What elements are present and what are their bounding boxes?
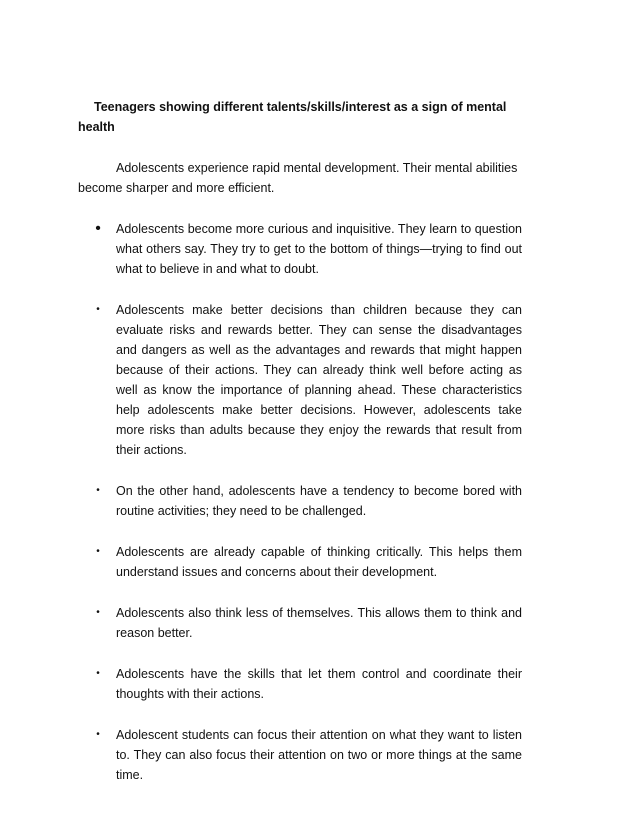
document-title: Teenagers showing different talents/skills/interest as a sign of mental health bbox=[78, 100, 507, 134]
bullet-item bbox=[78, 219, 522, 279]
bullet-text: On the other hand, adolescents have a tendency to become bored with routine activities; they need to be challenged. bbox=[116, 484, 522, 518]
bullet-item bbox=[78, 725, 522, 785]
intro-paragraph: Adolescents experience rapid mental development. Their mental abilities become sharper and more efficient. bbox=[78, 161, 518, 195]
bullet-text: Adolescents are already capable of thinking critically. This helps them understand issues and concerns about their development. bbox=[116, 545, 522, 579]
bullet-item bbox=[78, 300, 522, 460]
bullet-marker-icon: • bbox=[96, 607, 100, 618]
bullet-list bbox=[78, 219, 522, 806]
bullet-text: Adolescents make better decisions than children because they can evaluate risks and rewards better. They can sense the disadvantages and dangers as well as the advantages and rewards that might happen because of their actions. They can already think well before acting as well as know the importance of planning ahead. These characteristics help adolescents make better decisions. However, adolescents take more risks than adults because they enjoy the rewards that result from their actions. bbox=[116, 303, 522, 457]
bullet-text: Adolescents become more curious and inquisitive. They learn to question what others say. They try to get to the bottom of things—trying to find out what to believe in and what to doubt. bbox=[116, 222, 522, 276]
bullet-text: Adolescents have the skills that let them control and coordinate their thoughts with their actions. bbox=[116, 667, 522, 701]
bullet-marker-icon: • bbox=[96, 485, 100, 496]
bullet-text: Adolescent students can focus their attention on what they want to listen to. They can also focus their attention on two or more things at the same time. bbox=[116, 728, 522, 782]
bullet-marker-icon: • bbox=[95, 220, 101, 237]
bullet-text: Adolescents also think less of themselves. This allows them to think and reason better. bbox=[116, 606, 522, 640]
bullet-marker-icon: • bbox=[96, 546, 100, 557]
bullet-marker-icon: • bbox=[96, 304, 100, 315]
bullet-marker-icon: • bbox=[96, 729, 100, 740]
bullet-item bbox=[78, 481, 522, 521]
bullet-marker-icon: • bbox=[96, 668, 100, 679]
bullet-item bbox=[78, 603, 522, 643]
bullet-item bbox=[78, 542, 522, 582]
bullet-item bbox=[78, 664, 522, 704]
